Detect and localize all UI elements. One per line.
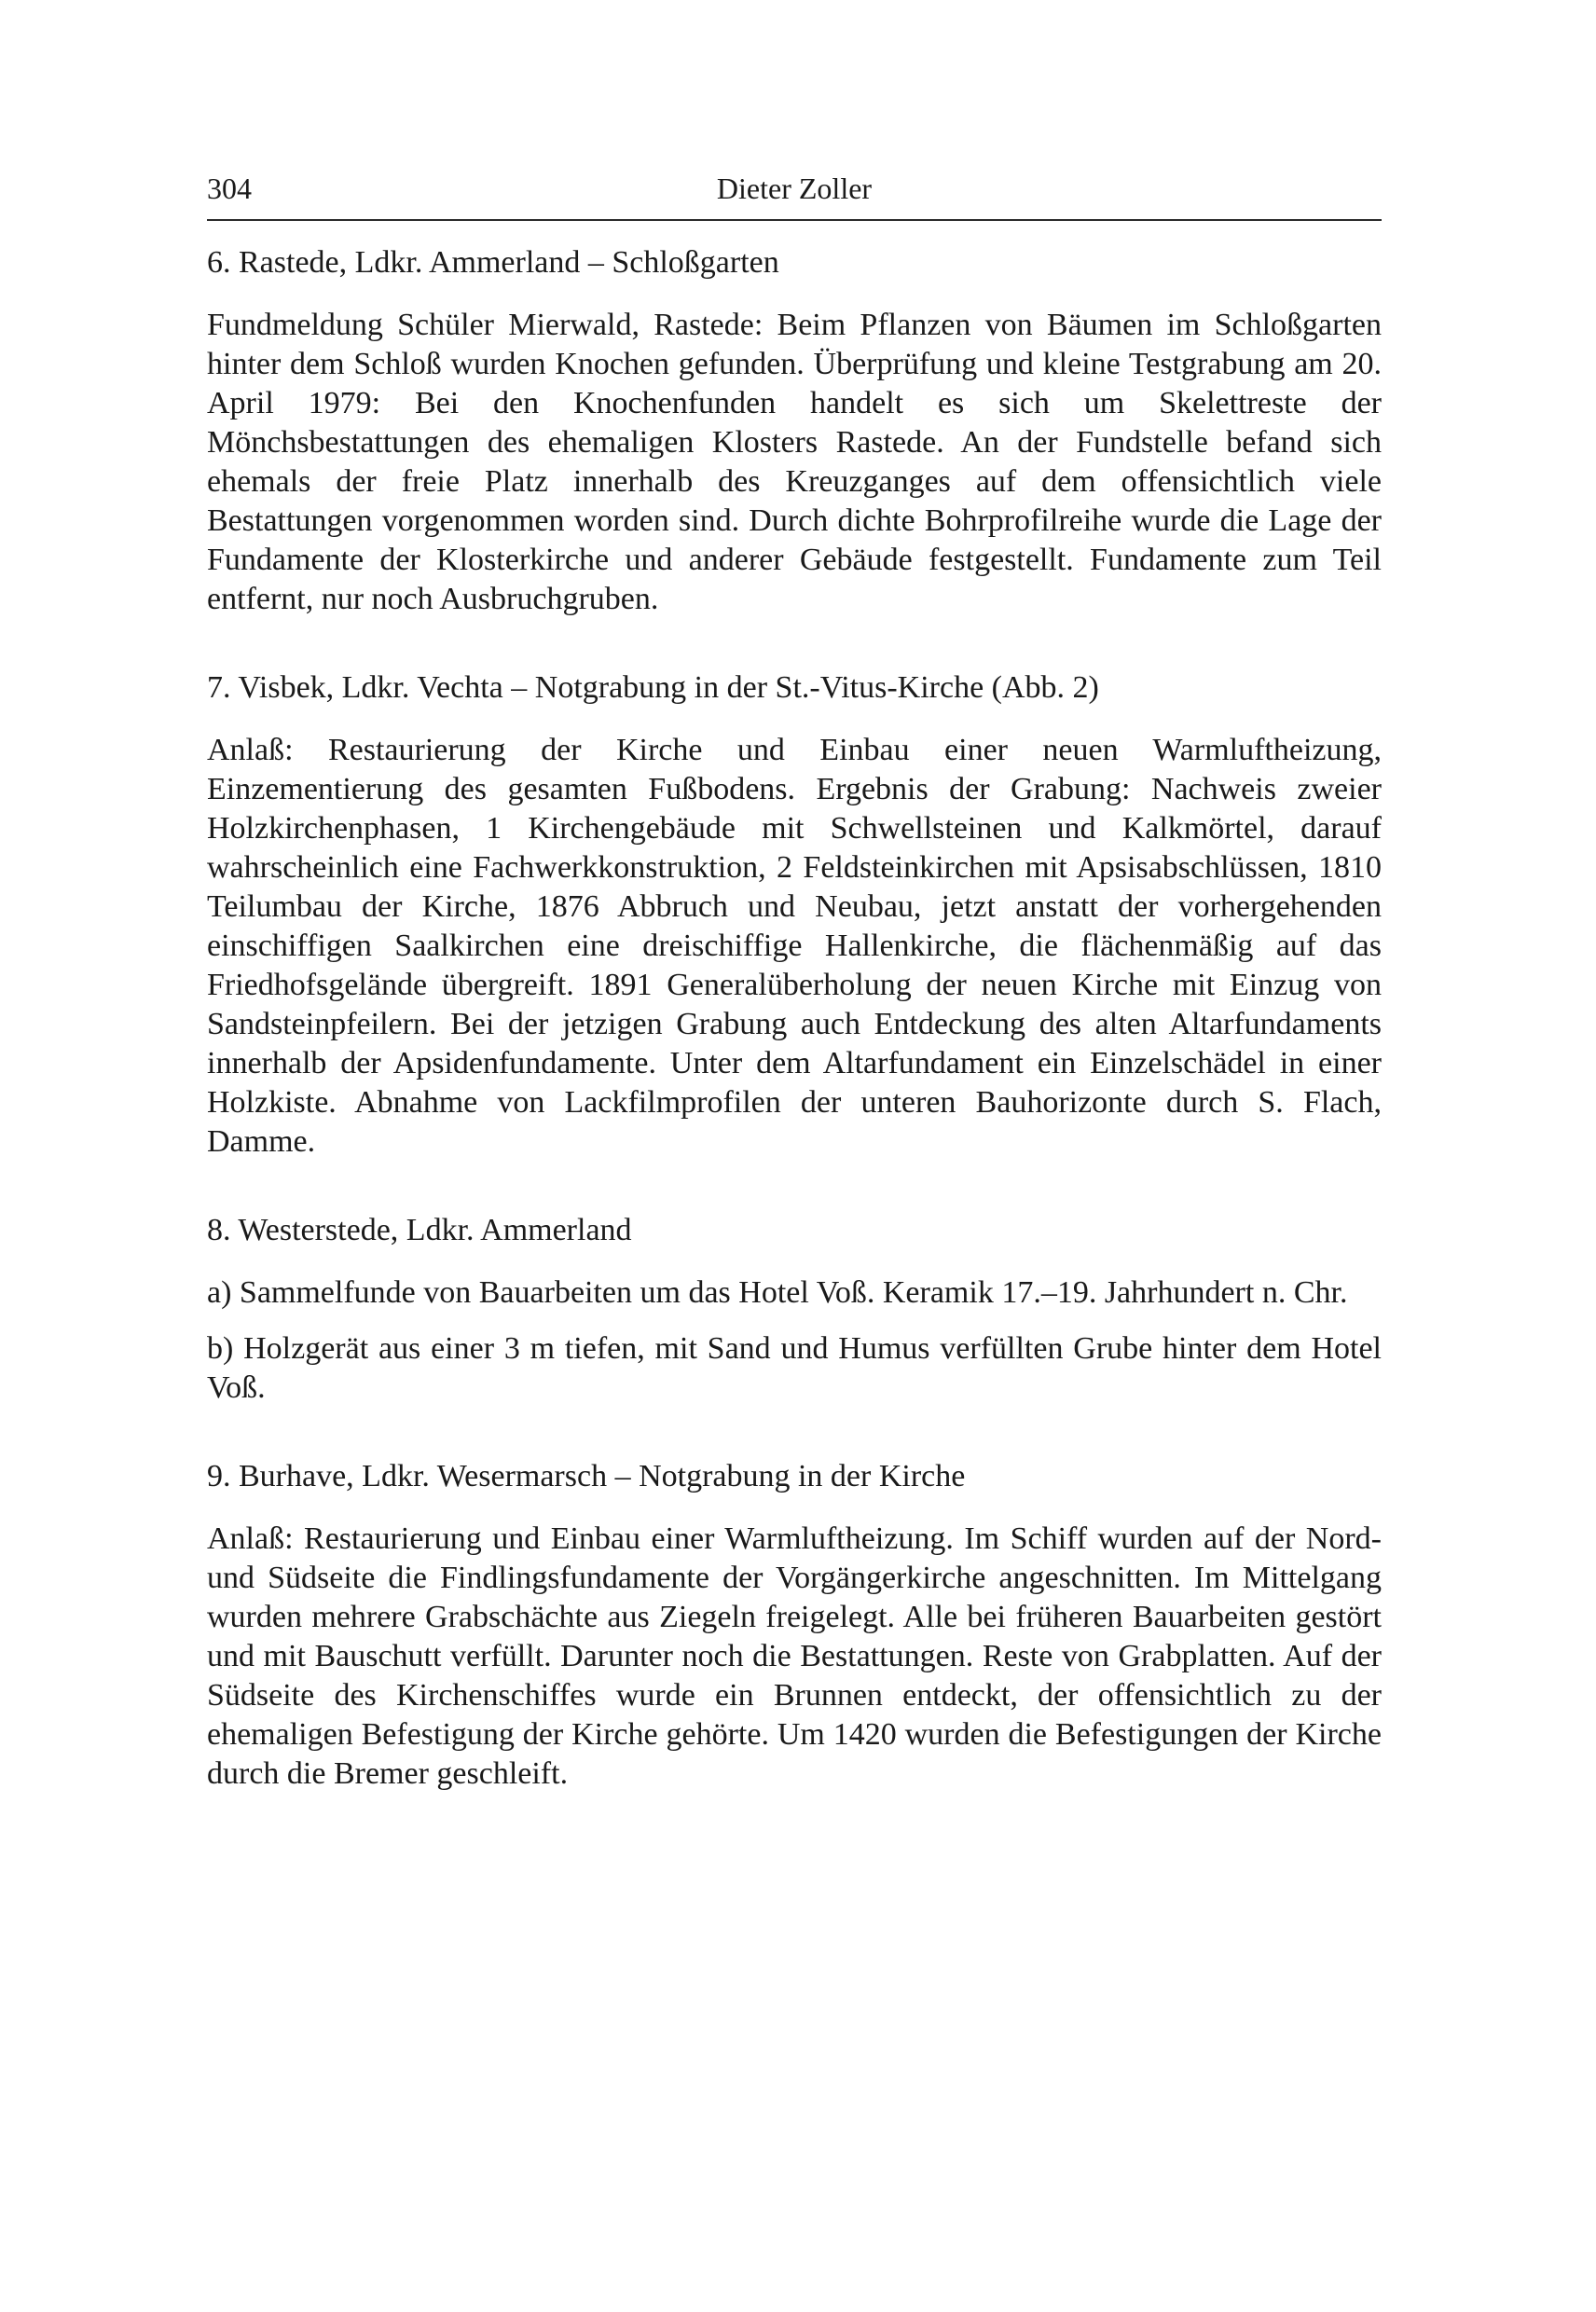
section-paragraph: a) Sammelfunde von Bauarbeiten um das Hotel Voß. Keramik 17.–19. Jahrhundert n. Chr. (207, 1275, 1348, 1310)
section-paragraph: Anlaß: Restaurierung der Kirche und Einbau einer neuen Warmluftheizung, Einzementierung des gesamten Fußbodens. Ergebnis der Grabung: Nachweis zweier Holzkirchenphasen, 1 Kirchengebäude mit Schwellsteinen und Kalkmörtel, darauf wahrscheinlich eine Fachwerkkonstruktion, 2 Feldsteinkirchen mit Apsisabschlüssen, 1810 Teilumbau der Kirche, 1876 Abbruch und Neubau, jetzt anstatt der vorhergehenden einschiffigen Saalkirchen eine dreischiffige Hallenkirche, die flächenmäßig auf das Friedhofsgelände übergreift. 1891 Generalüberholung der neuen Kirche mit Einzug von Sandsteinpfeilern. Bei der jetzigen Grabung auch Entdeckung des alten Altarfundaments innerhalb der Apsidenfundamente. Unter dem Altarfundament ein Einzelschädel in einer Holzkiste. Abnahme von Lackfilmprofilen der unteren Bauhorizonte durch S. Flach, Damme. (207, 733, 1382, 1159)
page-header (207, 168, 1382, 214)
section-paragraph: b) Holzgerät aus einer 3 m tiefen, mit Sand und Humus verfüllten Grube hinter dem Hotel Voß. (207, 1331, 1382, 1405)
section-paragraph: Anlaß: Restaurierung und Einbau einer Warmluftheizung. Im Schiff wurden auf der Nord- und Südseite die Findlingsfundamente der Vorgängerkirche angeschnitten. Im Mittelgang wurden mehrere Grabschächte aus Ziegeln freigelegt. Alle bei früheren Bauarbeiten gestört und mit Bauschutt verfüllt. Darunter noch die Bestattungen. Reste von Grabplatten. Auf der Südseite des Kirchenschiffes wurde ein Brunnen entdeckt, der offensichtlich zu der ehemaligen Befestigung der Kirche gehörte. Um 1420 wurden die Befestigungen der Kirche durch die Bremer geschleift. (207, 1521, 1382, 1791)
running-head-author: Dieter Zoller (716, 172, 873, 205)
header-rule (207, 219, 1382, 221)
section-heading: 7. Visbek, Ldkr. Vechta – Notgrabung in der St.-Vitus-Kirche (Abb. 2) (207, 670, 1099, 705)
section-heading: 8. Westerstede, Ldkr. Ammerland (207, 1213, 632, 1247)
section-heading: 6. Rastede, Ldkr. Ammerland – Schloßgarten (207, 245, 779, 280)
page-body (207, 242, 1382, 1842)
section-rastede (207, 242, 1382, 619)
section-heading: 9. Burhave, Ldkr. Wesermarsch – Notgrabung in der Kirche (207, 1459, 966, 1493)
page-number: 304 (207, 172, 252, 205)
section-visbek (207, 667, 1382, 1162)
section-westerstede (207, 1210, 1382, 1408)
section-burhave (207, 1456, 1382, 1794)
section-paragraph: Fundmeldung Schüler Mierwald, Rastede: Beim Pflanzen von Bäumen im Schloßgarten hinter dem Schloß wurden Knochen gefunden. Überprüfung und kleine Testgrabung am 20. April 1979: Bei den Knochenfunden handelt es sich um Skelettreste der Mönchsbestattungen des ehemaligen Klosters Rastede. An der Fundstelle befand sich ehemals der freie Platz innerhalb des Kreuzganges auf dem offensichtlich viele Bestattungen vorgenommen worden sind. Durch dichte Bohrprofilreihe wurde die Lage der Fundamente der Klosterkirche und anderer Gebäude festgestellt. Fundamente zum Teil entfernt, nur noch Ausbruchgruben. (207, 308, 1382, 616)
